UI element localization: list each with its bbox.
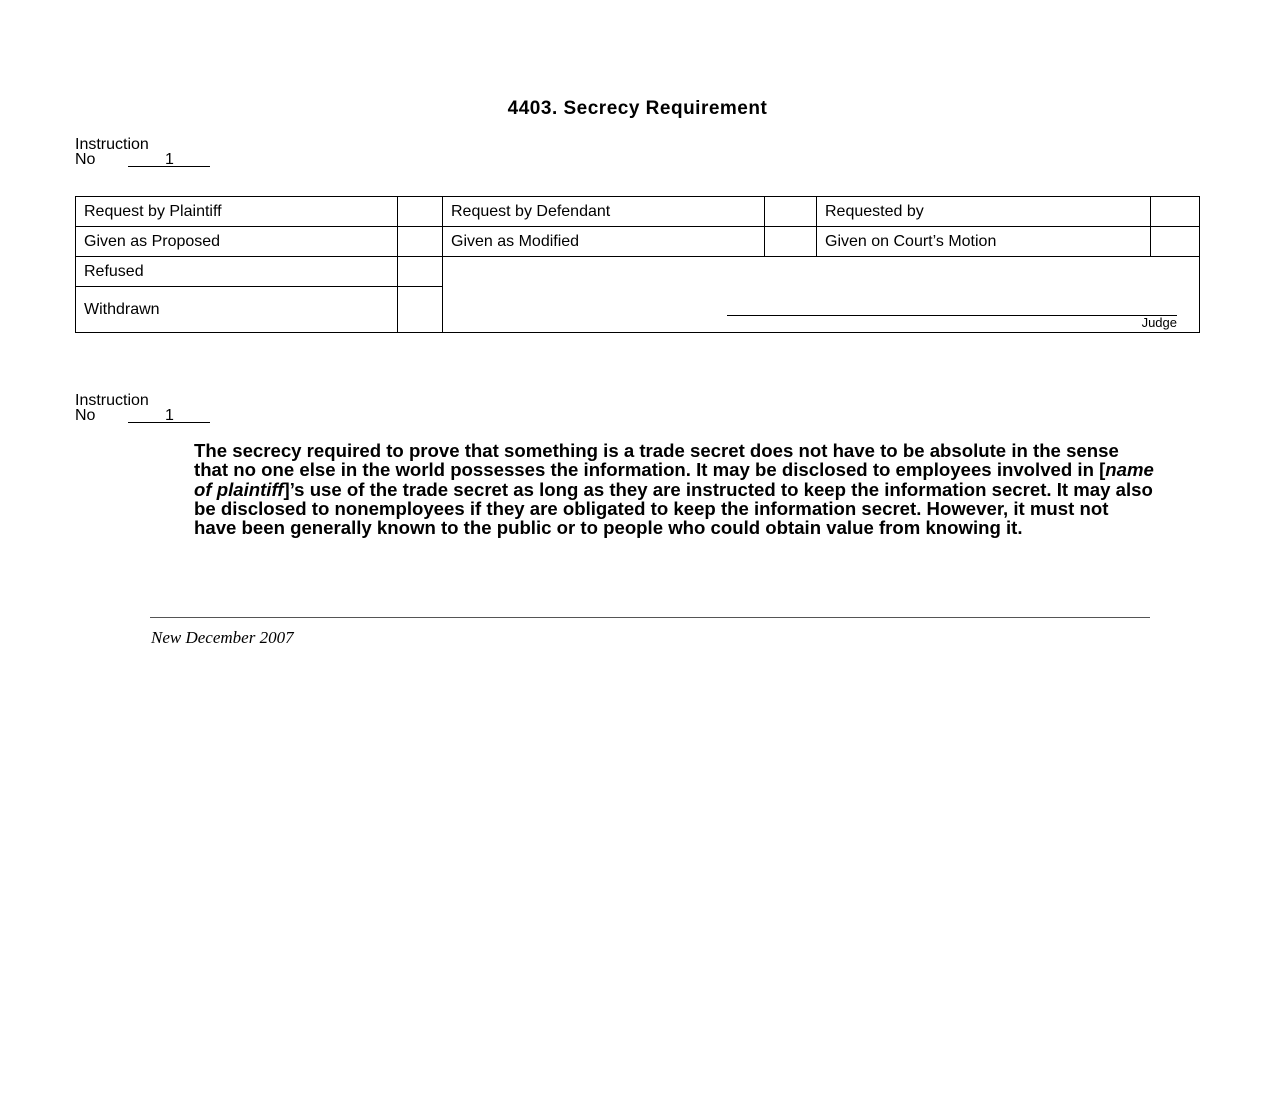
given-on-courts-motion-label: Given on Court’s Motion bbox=[817, 227, 1151, 257]
plaintiff-name-placeholder: name of plaintiff bbox=[194, 459, 1154, 500]
instruction-no-label: No bbox=[75, 407, 96, 424]
instruction-no-row bbox=[75, 408, 210, 423]
withdrawn-checkbox[interactable] bbox=[398, 287, 443, 333]
instruction-label: Instruction bbox=[75, 392, 149, 409]
revision-note: New December 2007 bbox=[151, 628, 294, 647]
requested-by-checkbox[interactable] bbox=[1151, 197, 1200, 227]
instruction-number-field: 1 bbox=[128, 153, 210, 167]
page-title: 4403. Secrecy Requirement bbox=[507, 98, 768, 119]
request-by-plaintiff-label: Request by Plaintiff bbox=[76, 197, 398, 227]
instruction-label: Instruction bbox=[75, 136, 149, 153]
instruction-no-label: No bbox=[75, 151, 96, 168]
refused-label: Refused bbox=[76, 257, 398, 287]
instruction-number-field: 1 bbox=[128, 409, 210, 423]
given-as-modified-checkbox[interactable] bbox=[765, 227, 817, 257]
judge-signature-area bbox=[443, 257, 1200, 333]
judge-label: Judge bbox=[1141, 315, 1177, 330]
instruction-number-body bbox=[75, 393, 210, 423]
instruction-number-header bbox=[75, 137, 210, 167]
instruction-text-part-2: ]’s use of the trade secret as long as they are instructed to keep the information secret. It may also be disclosed to nonemployees if they are obligated to keep the information secret. However, it must not have been generally known to the public or to people who could obtain value from knowing it. bbox=[194, 478, 1153, 539]
given-as-modified-label: Given as Modified bbox=[443, 227, 765, 257]
judge-signature-line[interactable] bbox=[727, 315, 1177, 316]
instruction-text-part-1: The secrecy required to prove that something is a trade secret does not have to be absolute in the sense that no one else in the world possesses the information. It may be disclosed to employees involved in [ bbox=[194, 440, 1119, 481]
request-by-defendant-checkbox[interactable] bbox=[765, 197, 817, 227]
given-as-proposed-checkbox[interactable] bbox=[398, 227, 443, 257]
requested-by-label: Requested by bbox=[817, 197, 1151, 227]
request-status-table bbox=[75, 196, 1200, 333]
instruction-text bbox=[194, 441, 1154, 537]
request-by-defendant-label: Request by Defendant bbox=[443, 197, 765, 227]
withdrawn-label: Withdrawn bbox=[76, 287, 398, 333]
request-by-plaintiff-checkbox[interactable] bbox=[398, 197, 443, 227]
given-on-courts-motion-checkbox[interactable] bbox=[1151, 227, 1200, 257]
footnote-divider bbox=[150, 617, 1150, 618]
instruction-no-row bbox=[75, 152, 210, 167]
refused-checkbox[interactable] bbox=[398, 257, 443, 287]
given-as-proposed-label: Given as Proposed bbox=[76, 227, 398, 257]
